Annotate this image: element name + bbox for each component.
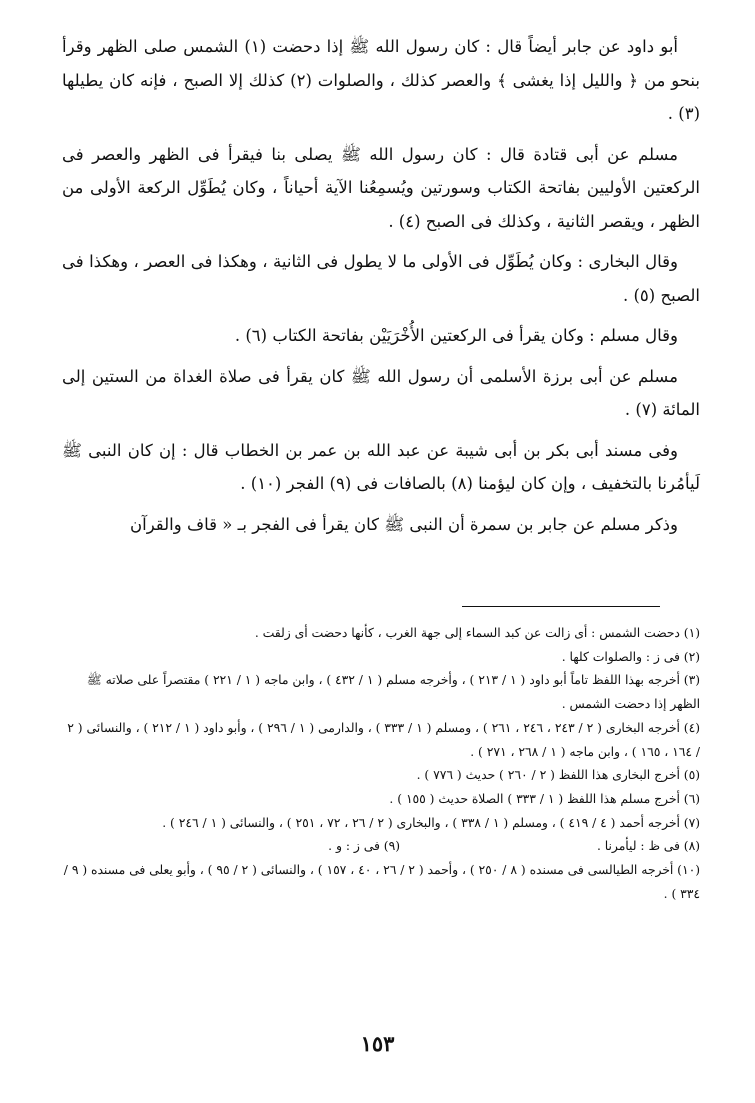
footnote: (٢) فى ز : والصلوات كلها . [561, 649, 700, 664]
paragraph: وقال مسلم : وكان يقرأ فى الركعتين الأُخْرَيَيْن بفاتحة الكتاب (٦) . [234, 326, 678, 345]
footnote: (٦) أخرج مسلم هذا اللفظ ( ١ / ٣٣٣ ) الصلاة حديث ( ١٥٥ ) . [389, 791, 700, 806]
footnote: (٤) أخرجه البخارى ( ٢ / ٢٤٣ ، ٢٤٦ ، ٢٦١ ) ، ومسلم ( ١ / ٣٣٣ ) ، والدارمى ( ١ / ٢٩٦ ) ، وأبو داود ( ١ / ٢١٢ ) ، والنسائى ( ٢ / ١٦٤ ، ١٦٥ ) ، وابن ماجه ( ١ / ٢٦٨ ، ٢٧١ ) . [67, 720, 700, 759]
paragraph: أبو داود عن جابر أيضاً قال : كان رسول الله ﷺ إذا دحضت (١) الشمس صلى الظهر وقرأ بنحو من ﴿ والليل إذا يغشى ﴾ والعصر كذلك ، والصلوات (٢) كذلك إلا الصبح ، فإنه كان يطيلها (٣) . [62, 37, 700, 123]
footnote-divider [462, 606, 660, 607]
paragraph: وذكر مسلم عن جابر بن سمرة أن النبى ﷺ كان يقرأ فى الفجر بـ « قاف والقرآن [130, 514, 678, 534]
paragraph: وفى مسند أبى بكر بن أبى شيبة عن عبد الله بن عمر بن الخطاب قال : إن كان النبى ﷺ لَيأمُرنا بالتخفيف ، وإن كان ليؤمنا (٨) بالصافات فى (٩) الفجر (١٠) . [62, 440, 700, 493]
footnote: (٩) فى ز : و . [328, 839, 400, 854]
footnotes [62, 622, 700, 906]
paragraph: مسلم عن أبى قتادة قال : كان رسول الله ﷺ يصلى بنا فيقرأ فى الظهر والعصر فى الركعتين الأوليين بفاتحة الكتاب وسورتين ويُسمِعُنا الآية أحياناً ، وكان يُطَوِّل الركعة الأولى من الظهر ، ويقصر الثانية ، وكذلك فى الصبح (٤) . [62, 144, 700, 231]
footnote: (٥) أخرج البخارى هذا اللفظ ( ٢ / ٢٦٠ ) حديث ( ٧٧٦ ) . [416, 768, 700, 783]
main-text [62, 30, 700, 548]
footnote: (٧) أخرجه أحمد ( ٤ / ٤١٩ ) ، ومسلم ( ١ / ٣٣٨ ) ، والبخارى ( ٢ / ٢٦ ، ٧٢ ، ٢٥١ ) ، والنسائى ( ١ / ٢٤٦ ) . [162, 815, 700, 830]
footnote-row [62, 835, 700, 859]
footnote: (٨) فى ظ : ليأمرنا . [596, 839, 700, 854]
paragraph: مسلم عن أبى برزة الأسلمى أن رسول الله ﷺ كان يقرأ فى صلاة الغداة من الستين إلى المائة (٧) . [62, 366, 700, 419]
footnote: (١٠) أخرجه الطيالسى فى مسنده ( ٨ / ٢٥٠ ) ، وأحمد ( ٢ / ٢٦ ، ٤٠ ، ١٥٧ ) ، والنسائى ( ٢ / ٩٥ ) ، وأبو يعلى فى مسنده ( ٩ / ٣٣٤ ) . [63, 863, 700, 901]
footnote: (٣) أخرجه بهذا اللفظ تاماً أبو داود ( ١ / ٢١٣ ) ، وأخرجه مسلم ( ١ / ٤٣٢ ) ، وابن ماجه ( ١ / ٢٢١ ) مقتصراً على صلاته ﷺ الظهر إذا دحضت الشمس . [86, 673, 700, 712]
paragraph: وقال البخارى : وكان يُطَوِّل فى الأولى ما لا يطول فى الثانية ، وهكذا فى العصر ، وهكذا فى الصبح (٥) . [62, 252, 700, 305]
page-number: ١٥٣ [360, 1031, 395, 1056]
footnote: (١) دحضت الشمس : أى زالت عن كبد السماء إلى جهة الغرب ، كأنها دحضت أى زلقت . [254, 626, 700, 640]
